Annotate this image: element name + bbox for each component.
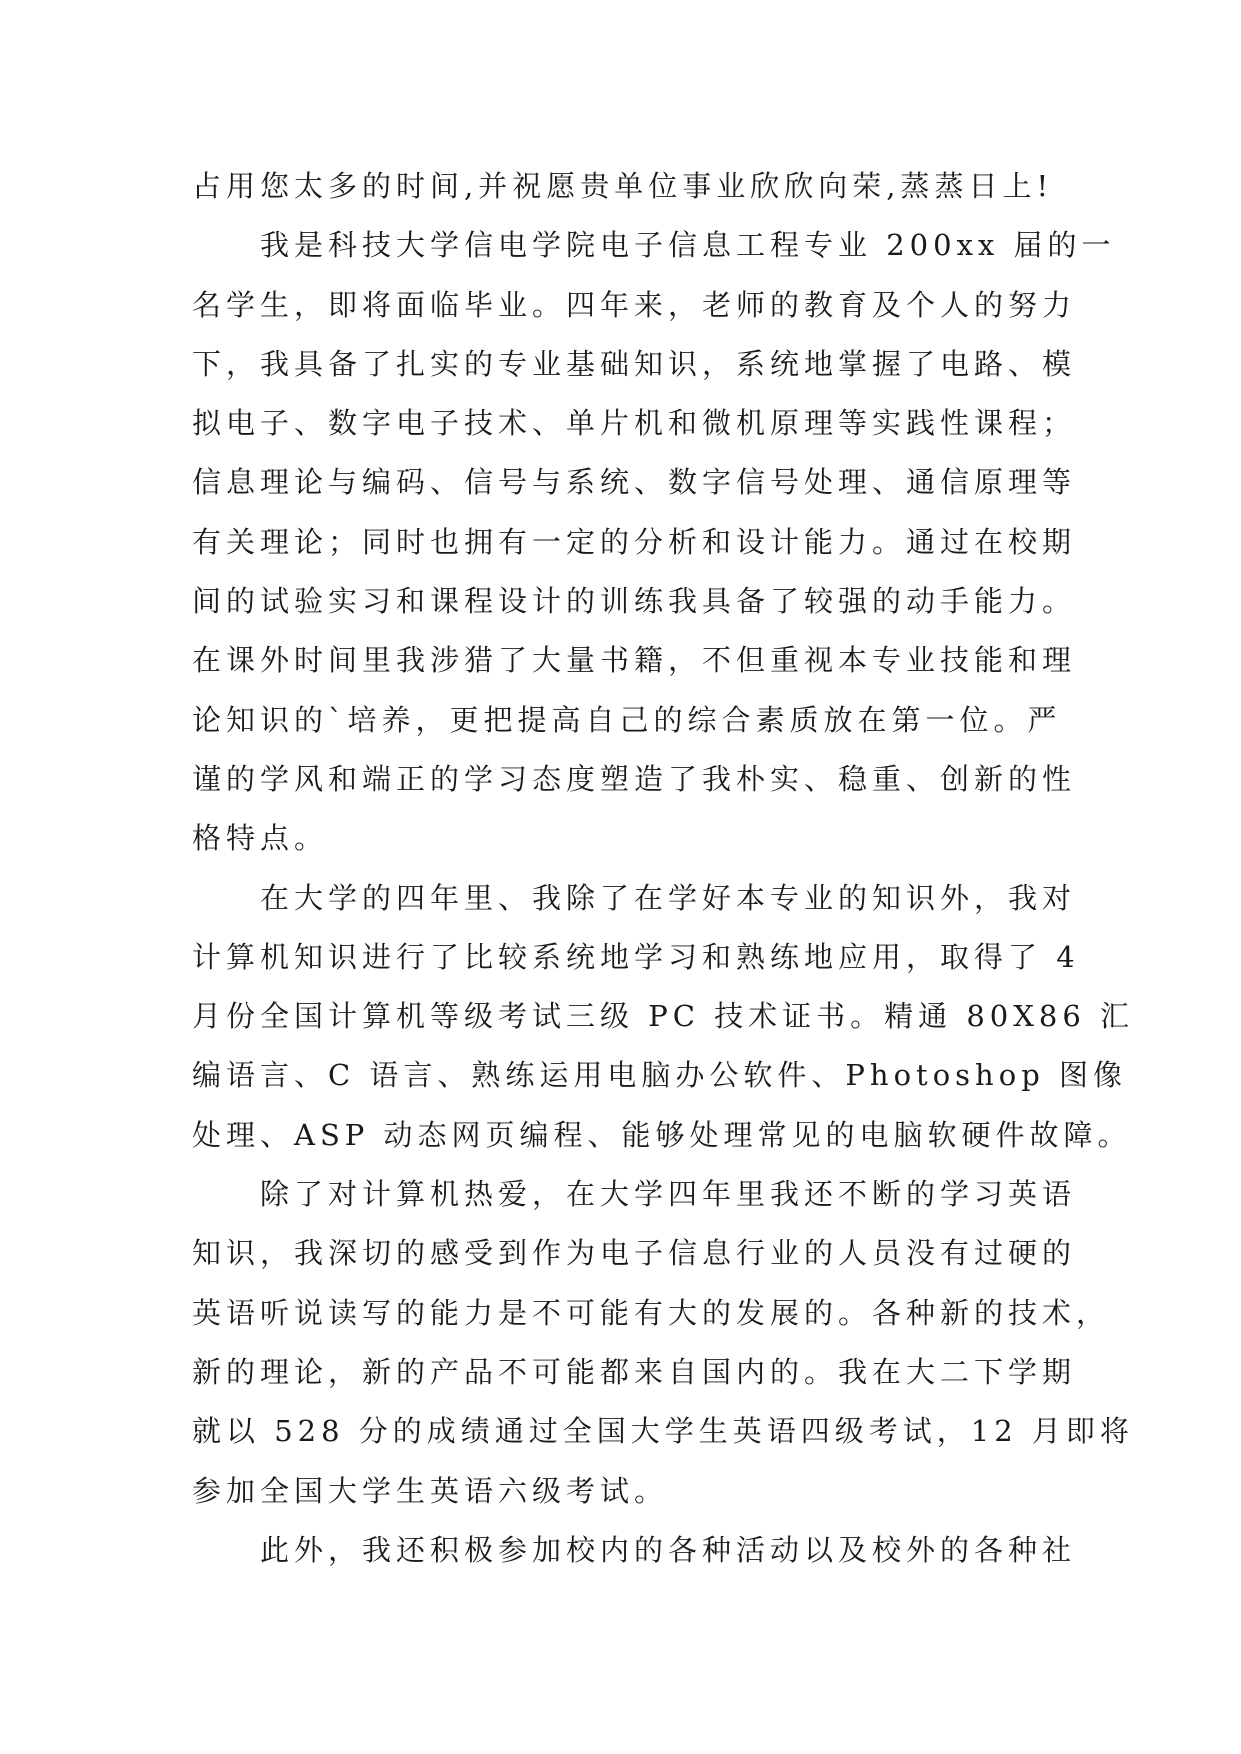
text-line: 处理、ASP 动态网页编程、能够处理常见的电脑软硬件故障。 <box>192 1117 1132 1152</box>
document-body <box>192 157 1135 1580</box>
text-line: 下，我具备了扎实的专业基础知识，系统地掌握了电路、模 <box>192 346 1077 381</box>
text-line: 名学生，即将面临毕业。四年来，老师的教育及个人的努力 <box>192 287 1077 322</box>
text-line: 编语言、C 语言、熟练运用电脑办公软件、Photoshop 图像 <box>192 1058 1127 1093</box>
text-line: 英语听说读写的能力是不可能有大的发展的。各种新的技术， <box>192 1295 1111 1330</box>
text-line: 在课外时间里我涉猎了大量书籍，不但重视本专业技能和理 <box>192 643 1077 678</box>
text-line: 论知识的`培养，更把提高自己的综合素质放在第一位。严 <box>192 702 1062 737</box>
text-line: 占用您太多的时间,并祝愿贵单位事业欣欣向荣,蒸蒸日上! <box>192 169 1054 203</box>
text-line: 我是科技大学信电学院电子信息工程专业 200xx 届的一 <box>192 228 1116 263</box>
text-line: 计算机知识进行了比较系统地学习和熟练地应用，取得了 4 <box>192 939 1080 974</box>
text-line: 拟电子、数字电子技术、单片机和微机原理等实践性课程； <box>192 406 1077 441</box>
text-line: 谨的学风和端正的学习态度塑造了我朴实、稳重、创新的性 <box>192 761 1077 796</box>
text-line: 月份全国计算机等级考试三级 PC 技术证书。精通 80X86 汇 <box>192 999 1135 1034</box>
text-line: 在大学的四年里、我除了在学好本专业的知识外，我对 <box>192 880 1077 915</box>
text-line: 除了对计算机热爱，在大学四年里我还不断的学习英语 <box>192 1177 1077 1212</box>
text-line: 就以 528 分的成绩通过全国大学生英语四级考试，12 月即将 <box>192 1414 1134 1449</box>
text-line: 间的试验实习和课程设计的训练我具备了较强的动手能力。 <box>192 584 1077 619</box>
text-line: 知识，我深切的感受到作为电子信息行业的人员没有过硬的 <box>192 1236 1077 1271</box>
text-line: 参加全国大学生英语六级考试。 <box>192 1473 669 1508</box>
text-line: 有关理论；同时也拥有一定的分析和设计能力。通过在校期 <box>192 524 1077 559</box>
text-line: 信息理论与编码、信号与系统、数字信号处理、通信原理等 <box>192 465 1077 500</box>
text-line: 此外，我还积极参加校内的各种活动以及校外的各种社 <box>192 1532 1077 1567</box>
text-line: 格特点。 <box>192 821 329 856</box>
text-line: 新的理论，新的产品不可能都来自国内的。我在大二下学期 <box>192 1354 1077 1389</box>
